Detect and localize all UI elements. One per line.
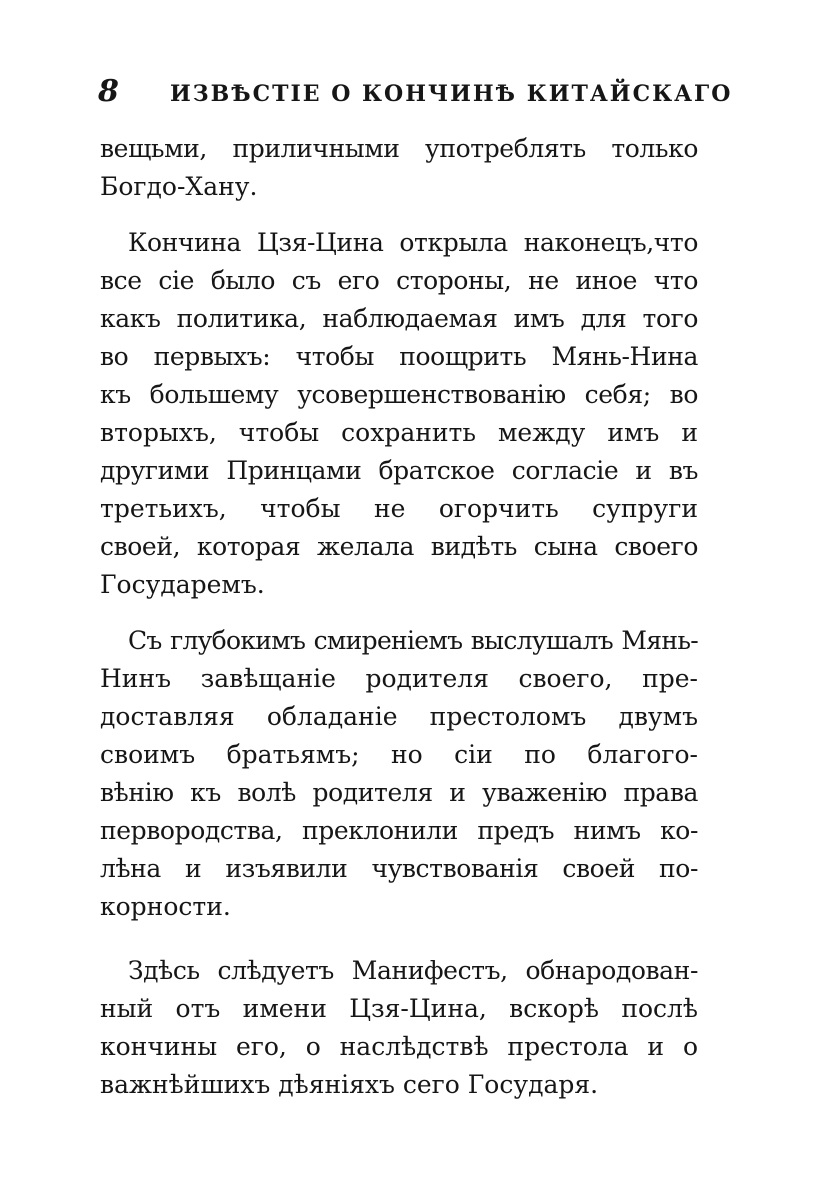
text-line: какъ политика, наблюдаемая имъ для того <box>100 304 698 333</box>
text-line: во первыхъ: чтобы поощрить Мянь-Нина <box>100 342 698 371</box>
text-line: Богдо-Хану. <box>100 172 258 201</box>
text-line: первородства, преклонили предъ нимъ ко- <box>100 816 698 845</box>
text-line: своимъ братьямъ; но сіи по благого- <box>100 740 698 769</box>
text-line: вѣнію къ волѣ родителя и уваженію права <box>100 778 698 807</box>
text-line: корности. <box>100 892 231 921</box>
text-line: важнѣйшихъ дѣяніяхъ сего Государя. <box>100 1070 599 1099</box>
page-header <box>98 72 738 116</box>
text-line: къ большему усовершенствованію себя; во <box>100 380 698 409</box>
text-line: Съ глубокимъ смиреніемъ выслушалъ Мянь- <box>128 626 698 655</box>
text-line: вторыхъ, чтобы сохранить между имъ и <box>100 418 698 447</box>
text-line: Кончина Цзя-Цина открыла наконецъ,что <box>128 228 698 257</box>
text-line: лѣна и изъявили чувствованія своей по- <box>100 854 698 883</box>
text-line: третьихъ, чтобы не огорчить супруги <box>100 494 698 523</box>
text-line: кончины его, о наслѣдствѣ престола и о <box>100 1032 698 1061</box>
text-line: доставляя обладаніе престоломъ двумъ <box>100 702 698 731</box>
page-number: 8 <box>98 74 119 109</box>
text-line: все сіе было съ его стороны, не иное что <box>100 266 698 295</box>
text-line: вещьми, приличными употреблять только <box>100 134 698 163</box>
running-title: ИЗВѢСТІЕ О КОНЧИНѢ КИТАЙСКАГО <box>170 81 733 107</box>
text-line: Здѣсь слѣдуетъ Манифестъ, обнародован- <box>128 956 698 985</box>
text-line: другими Принцами братское согласіе и въ <box>100 456 698 485</box>
text-line: своей, которая желала видѣть сына своего <box>100 532 698 561</box>
text-line: ный отъ имени Цзя-Цина, вскорѣ послѣ <box>100 994 698 1023</box>
text-line: Нинъ завѣщаніе родителя своего, пре- <box>100 664 698 693</box>
text-line: Государемъ. <box>100 570 265 599</box>
